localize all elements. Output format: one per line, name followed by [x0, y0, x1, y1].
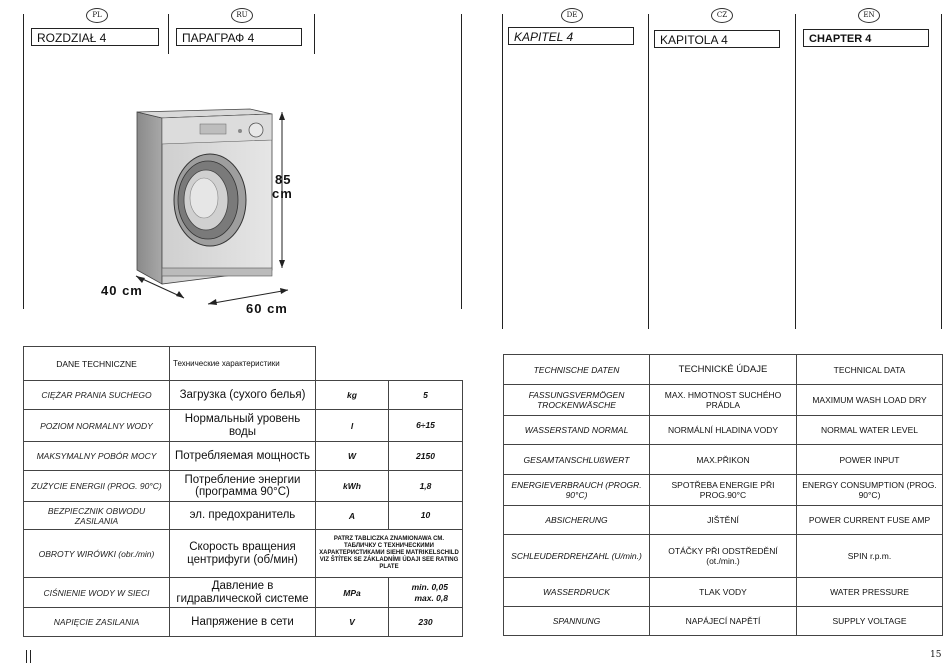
- chapter-title-pl: ROZDZIAŁ 4: [31, 28, 159, 46]
- table-row: WASSERSTAND NORMAL NORMÁLNÍ HLADINA VODY NORMAL WATER LEVEL: [504, 416, 943, 445]
- header-de: TECHNISCHE DATEN: [504, 355, 650, 385]
- header-ru: Технические характеристики: [170, 347, 316, 381]
- table-row: GESAMTANSCHLUßWERT MAX.PŘIKON POWER INPUT: [504, 445, 943, 475]
- binding-mark: [26, 650, 27, 663]
- table-row: CIĘŻAR PRANIA SUCHEGO Загрузка (сухого белья) kg 5: [24, 381, 463, 410]
- width-dimension: 60 cm: [246, 301, 288, 316]
- column-divider-pl-ru: [168, 14, 169, 54]
- table-row: WASSERDRUCK TLAK VODY WATER PRESSURE: [504, 578, 943, 607]
- table-row: ENERGIEVERBRAUCH (PROGR. 90°C) SPOTŘEBA ENERGIE PŘI PROG.90°C ENERGY CONSUMPTION (PROG. 90°C): [504, 475, 943, 506]
- table-row: NAPIĘCIE ZASILANIA Напряжение в сети V 230: [24, 608, 463, 637]
- chapter-title-en: CHAPTER 4: [803, 29, 929, 47]
- chapter-title-cz: KAPITOLA 4: [654, 30, 780, 48]
- table-row: ZUŻYCIE ENERGII (PROG. 90°C) Потребление энергии (программа 90°C) kWh 1,8: [24, 471, 463, 502]
- table-row: SCHLEUDERDREHZAHL (U/min.) OTÁČKY PŘI ODSTŘEDĚNÍ (ot./min.) SPIN r.p.m.: [504, 535, 943, 578]
- table-header-row: [504, 355, 943, 385]
- header-cz: TECHNICKÉ ÚDAJE: [650, 355, 797, 385]
- column-divider-cz: [648, 14, 649, 329]
- technical-data-table-de-cz-en: [503, 354, 943, 636]
- binding-mark: [30, 650, 31, 663]
- depth-dimension: 40 cm: [101, 283, 143, 298]
- language-badge-ru: RU: [231, 8, 253, 23]
- header-en: TECHNICAL DATA: [797, 355, 943, 385]
- language-badge-en: EN: [858, 8, 880, 23]
- table-row: POZIOM NORMALNY WODY Нормальный уровень воды l 6÷15: [24, 410, 463, 442]
- chapter-title-ru: ПАРАГРАФ 4: [176, 28, 302, 46]
- column-divider-right: [941, 14, 942, 329]
- table-row: CIŚNIENIE WODY W SIECI Давление в гидравлической системе MPa min. 0,05 max. 0,8: [24, 578, 463, 608]
- technical-data-table-pl-ru: [23, 346, 463, 637]
- table-row: MAKSYMALNY POBÓR MOCY Потребляемая мощность W 2150: [24, 442, 463, 471]
- column-divider-ru-end: [314, 14, 315, 54]
- rating-plate-note: PATRZ TABLICZKA ZNAMIONAWA СМ. ТАБЛИЧКУ С ТЕХНИЧЕСКИМИ ХАРАКТЕРИСТИКАМИ SIEHE MATRIKELSCHILD VIZ ŠTÍTEK SE ZÁKLADNÍMI ÚDAJI SEE RATING PLATE: [316, 530, 463, 578]
- column-divider-en: [795, 14, 796, 329]
- column-divider-mid: [461, 14, 462, 309]
- table-row: ABSICHERUNG JIŠTĚNÍ POWER CURRENT FUSE AMP: [504, 506, 943, 535]
- language-badge-cz: CZ: [711, 8, 733, 23]
- chapter-title-de: KAPITEL 4: [508, 27, 634, 45]
- page-number: 15: [930, 650, 942, 660]
- language-badge-de: DE: [561, 8, 583, 23]
- column-divider-left: [23, 14, 24, 309]
- table-row: BEZPIECZNIK OBWODU ZASILANIA эл. предохранитель A 10: [24, 502, 463, 530]
- header-pl: DANE TECHNICZNE: [24, 347, 170, 381]
- language-badge-pl: PL: [86, 8, 108, 23]
- column-divider-de: [502, 14, 503, 329]
- table-header-row: [24, 347, 463, 381]
- height-dimension-unit: cm: [272, 186, 293, 201]
- height-dimension-value: 85: [275, 172, 292, 187]
- table-row: SPANNUNG NAPÁJECÍ NAPĚTÍ SUPPLY VOLTAGE: [504, 607, 943, 636]
- table-row: OBROTY WIRÓWKI (obr./min) Скорость вращения центрифуги (об/мин) PATRZ TABLICZKA ZNAMIONAWA СМ. ТАБЛИЧКУ С ТЕХНИЧЕСКИМИ ХАРАКТЕРИСТИКАМИ SIEHE MATRIKELSCHILD VIZ ŠTÍTEK SE ZÁKLADNÍMI ÚDAJI SEE RATING PLATE: [24, 530, 463, 578]
- table-row: FASSUNGSVERMÖGEN TROCKENWÄSCHE MAX. HMOTNOST SUCHÉHO PRÁDLA MAXIMUM WASH LOAD DRY: [504, 385, 943, 416]
